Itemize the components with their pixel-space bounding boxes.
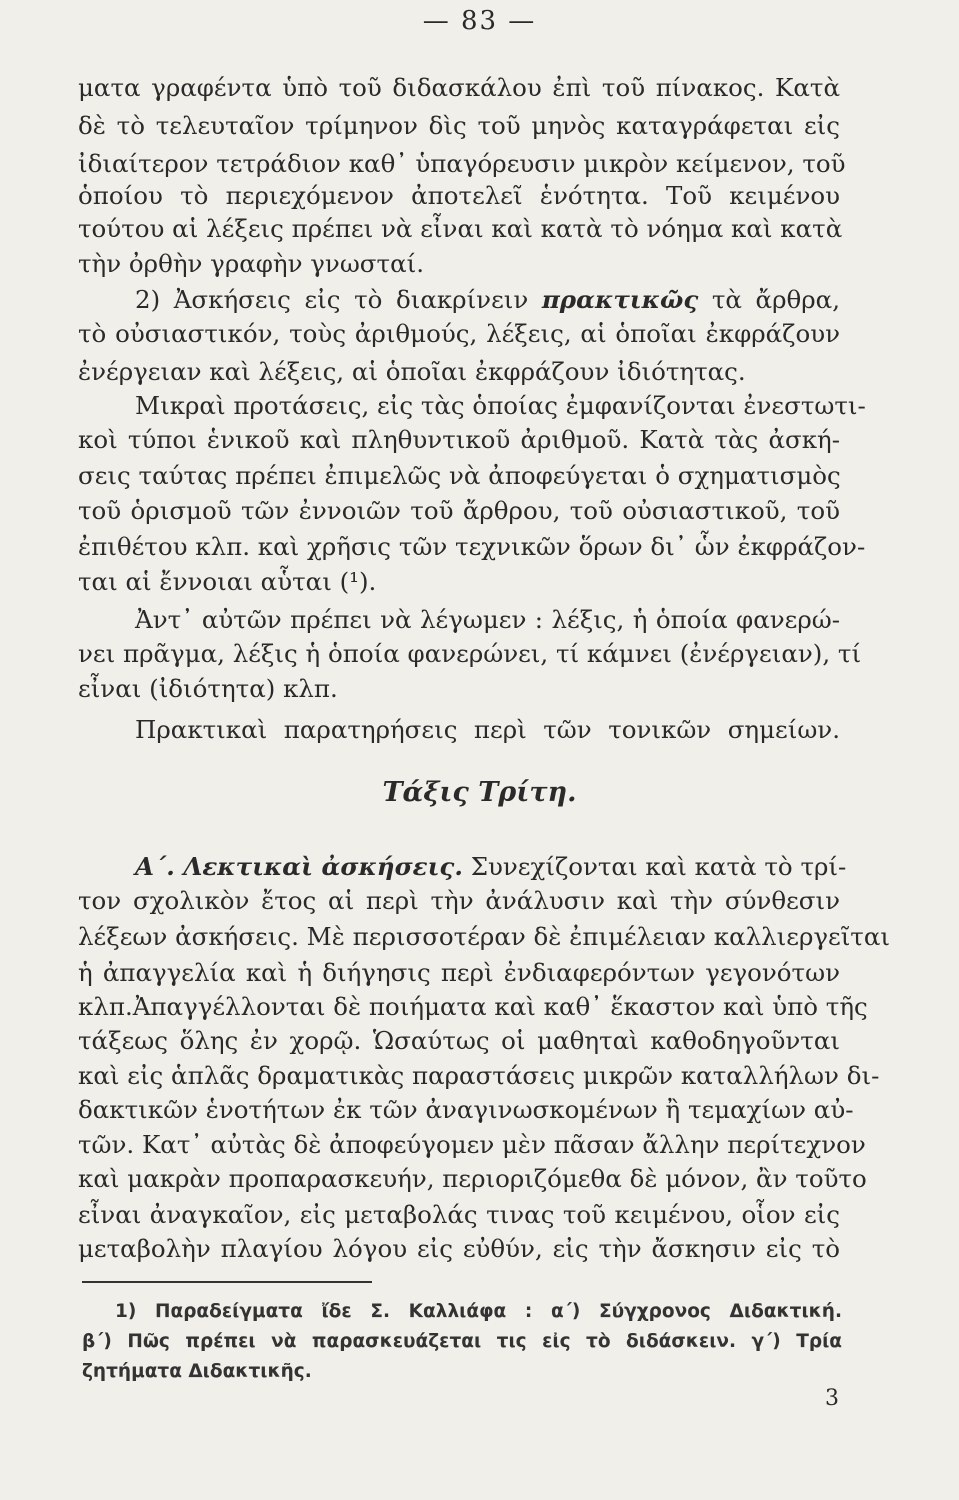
footnote-line: β΄) Πῶς πρέπει νὰ παρασκευάζεται τις εἰς τὸ διδάσκειν. γ΄) Τρία [82,1331,842,1352]
text-line: Ἀντ᾽ αὐτῶν πρέπει νὰ λέγωμεν : λέξις, ἡ ὁποία φανερώ- [135,605,840,634]
text-line: τούτου αἱ λέξεις πρέπει νὰ εἶναι καὶ κατὰ τὸ νόημα καὶ κατὰ [78,214,843,243]
text-line: Μικραὶ προτάσεις, εἰς τὰς ὁποίας ἐμφανίζονται ἐνεστωτι- [135,391,866,420]
text-line: νει πρᾶγμα, λέξις ἡ ὁποία φανερώνει, τί κάμνει (ἐνέργειαν), τί [78,639,862,668]
text-span: τὰ ἄρθρα, [711,285,840,314]
emphasis-span: πρακτικῶς [541,285,699,314]
text-line: εἶναι (ἰδιότητα) κλπ. [78,674,338,703]
text-line: μεταβολὴν πλαγίου λόγου εἰς εὐθύν, εἰς τὴν ἄσκησιν εἰς τὸ [78,1234,840,1263]
text-line: τάξεως ὅλης ἐν χορῷ. Ὡσαύτως οἱ μαθηταὶ καθοδηγοῦνται [78,1026,840,1055]
subheading-span: Α΄. Λεκτικαὶ ἀσκήσεις. [135,852,463,881]
text-line: καὶ εἰς ἁπλᾶς δραματικὰς παραστάσεις μικρῶν καταλλήλων δι- [78,1061,880,1090]
text-line: λέξεων ἀσκήσεις. Μὲ περισσοτέραν δὲ ἐπιμέλειαν καλλιεργεῖται [78,922,891,951]
text-line: δὲ τὸ τελευταῖον τρίμηνον δὶς τοῦ μηνὸς καταγράφεται εἰς [78,111,840,140]
text-line: τὴν ὀρθὴν γραφὴν γνωσταί. [78,249,425,278]
text-line: εἶναι ἀναγκαῖον, εἰς μεταβολάς τινας τοῦ κειμένου, οἷον εἰς [78,1200,840,1229]
text-line: τον σχολικὸν ἔτος αἱ περὶ τὴν ἀνάλυσιν καὶ τὴν σύνθεσιν [78,886,840,915]
text-line: καὶ μακρὰν προπαρασκευήν, περιοριζόμεθα δὲ μόνον, ἂν τοῦτο [78,1164,867,1193]
text-line: ἐνέργειαν καὶ λέξεις, αἱ ὁποῖαι ἐκφράζουν ἰδιότητας. [78,357,746,386]
text-line: ὁποίου τὸ περιεχόμενον ἀποτελεῖ ἑνότητα. Τοῦ κειμένου [78,181,840,210]
text-line: ται αἱ ἔννοιαι αὗται (¹). [78,567,377,596]
text-line [135,284,840,316]
footnote-line: 1) Παραδείγματα ἴδε Σ. Καλλιάφα : α΄) Σύγχρονος Διδακτική. [115,1301,842,1322]
text-line: τῶν. Κατ᾽ αὐτὰς δὲ ἀποφεύγομεν μὲν πᾶσαν ἄλλην περίτεχνον [78,1130,866,1159]
text-line: τοῦ ὁρισμοῦ τῶν ἐννοιῶν τοῦ ἄρθρου, τοῦ οὐσιαστικοῦ, τοῦ [78,496,840,525]
text-line [135,851,847,883]
text-line: δακτικῶν ἑνοτήτων ἐκ τῶν ἀναγινωσκομένων ἢ τεμαχίων αὐ- [78,1095,854,1124]
section-heading: Τάξις Τρίτη. [382,777,577,808]
page-number: — 83 — [422,6,537,36]
footnote-rule [82,1281,372,1283]
text-line: κλπ.Ἀπαγγέλλονται δὲ ποιήματα καὶ καθ᾽ ἕκαστον καὶ ὑπὸ τῆς [78,992,868,1021]
signature-mark: 3 [825,1386,839,1411]
text-line: ἐπιθέτου κλπ. καὶ χρῆσις τῶν τεχνικῶν ὅρων δι᾽ ὧν ἐκφράζον- [78,532,866,561]
text-span: 2) Ἀσκήσεις εἰς τὸ διακρίνειν [135,285,529,314]
text-span: Συνεχίζονται καὶ κατὰ τὸ τρί- [470,852,847,881]
text-line: Πρακτικαὶ παρατηρήσεις περὶ τῶν τονικῶν σημείων. [135,715,840,744]
text-line: ματα γραφέντα ὑπὸ τοῦ διδασκάλου ἐπὶ τοῦ πίνακος. Κατὰ [78,73,840,102]
text-line: τὸ οὐσιαστικόν, τοὺς ἀριθμούς, λέξεις, αἱ ὁποῖαι ἐκφράζουν [78,319,840,348]
footnote-line: ζητήματα Διδακτικῆς. [82,1361,312,1382]
text-line: ἰδιαίτερον τετράδιον καθ᾽ ὑπαγόρευσιν μικρὸν κείμενον, τοῦ [78,149,846,178]
text-line: κοὶ τύποι ἑνικοῦ καὶ πληθυντικοῦ ἀριθμοῦ. Κατὰ τὰς ἀσκή- [78,425,840,454]
text-line: σεις ταύτας πρέπει ἐπιμελῶς νὰ ἀποφεύγεται ὁ σχηματισμὸς [78,461,841,490]
text-line: ἡ ἀπαγγελία καὶ ἡ διήγησις περὶ ἐνδιαφερόντων γεγονότων [78,958,840,987]
